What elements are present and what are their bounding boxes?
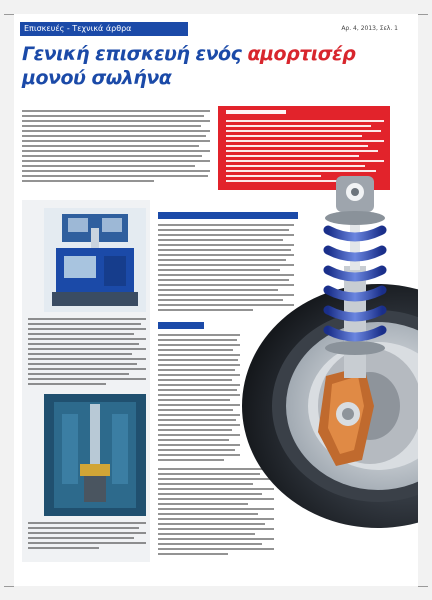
article-title [22,42,355,90]
section-2-text [158,334,240,464]
title-line-1 [22,42,355,66]
crop-mark-bottom-left [4,586,14,597]
crop-mark-top-left [4,14,14,25]
page-reference: Αρ. 4, 2013, Σελ. 1 [341,25,398,32]
crop-mark-bottom-right [418,586,428,597]
section-heading-2 [158,322,204,329]
coilover-wheel-drawing [240,170,418,530]
section-label: Επισκευές - Τεχνικά άρθρα [24,24,132,33]
title-part-1: Γενική επισκευή [22,43,190,65]
crop-mark-top-right [418,14,428,25]
rig-image [44,394,146,516]
title-part-3: αμορτισέρ [247,43,356,65]
shock-absorber-illustration [240,170,418,530]
test-machine-image [44,208,146,312]
test-machine-photo [44,208,146,312]
intro-paragraph [22,110,210,185]
photo1-caption [28,318,146,388]
shock-absorber-rig-photo [44,394,146,516]
callout-heading [226,110,286,114]
title-part-2: ενός [195,43,242,65]
title-line-2: μονού σωλήνα [22,67,172,89]
photo2-caption [28,522,146,552]
